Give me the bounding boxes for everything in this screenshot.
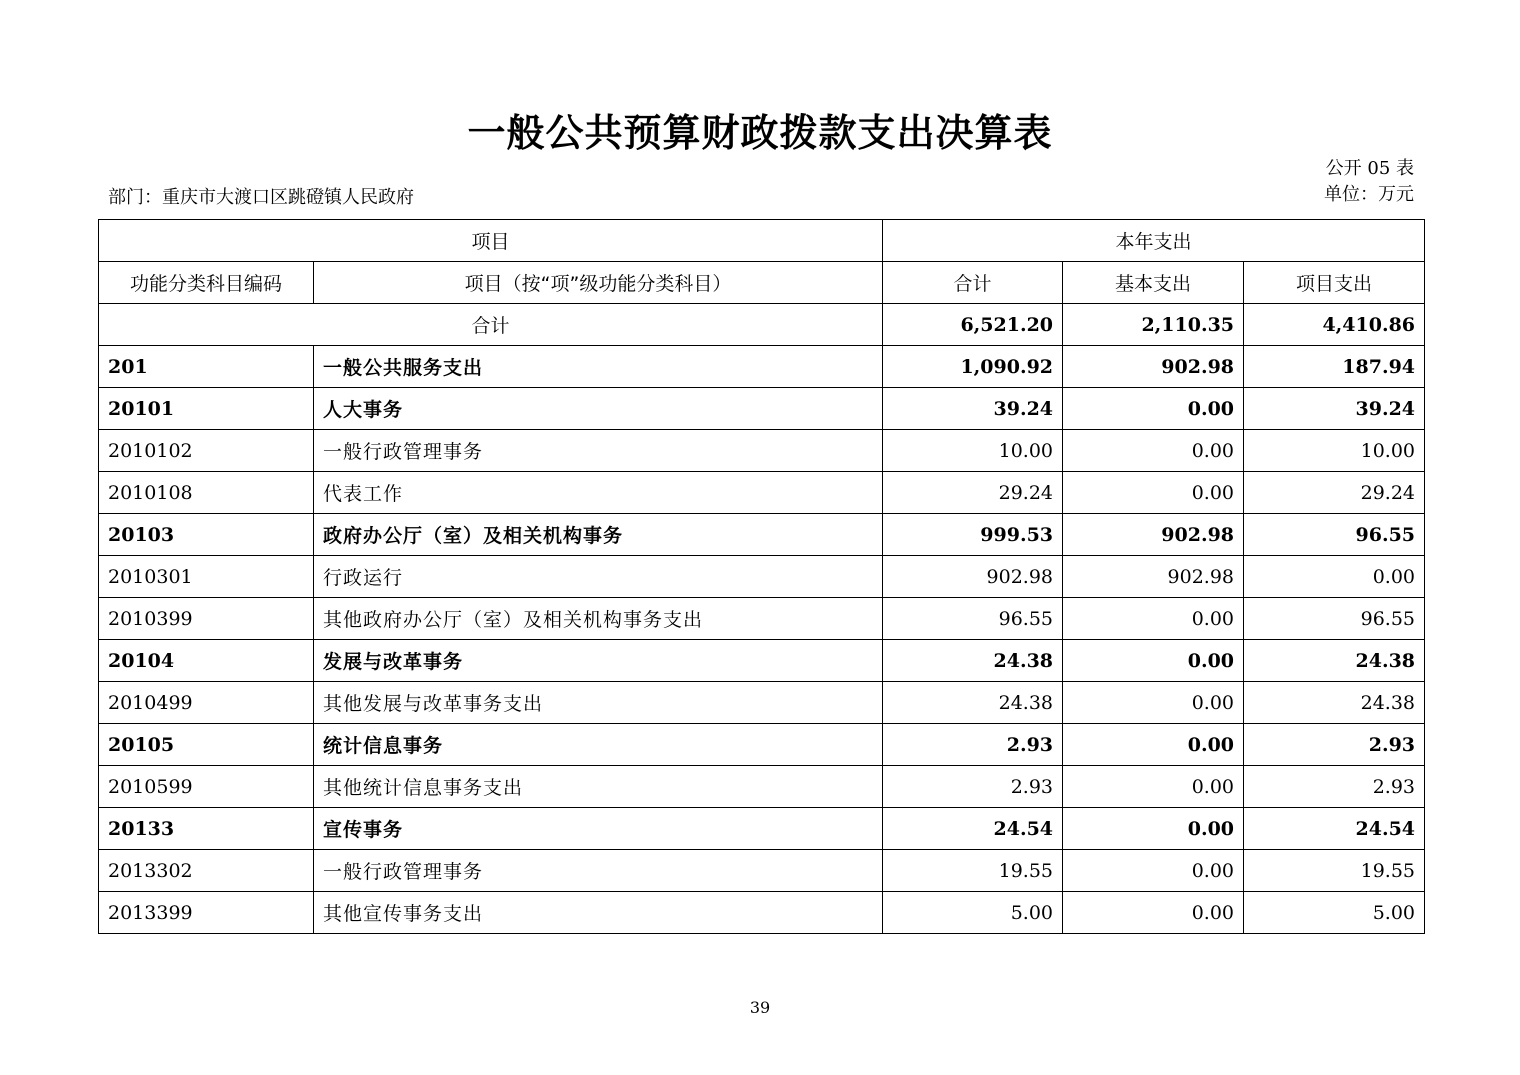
row-basic: 0.00 bbox=[1063, 598, 1244, 640]
table-row bbox=[99, 388, 1425, 430]
row-total: 902.98 bbox=[883, 556, 1063, 598]
row-code: 20101 bbox=[99, 388, 314, 430]
total-row bbox=[99, 304, 1425, 346]
row-basic: 0.00 bbox=[1063, 388, 1244, 430]
header-project: 项目支出 bbox=[1244, 262, 1425, 304]
form-number: 公开 05 表 bbox=[1325, 158, 1414, 179]
row-name: 宣传事务 bbox=[314, 808, 883, 850]
row-name: 其他发展与改革事务支出 bbox=[314, 682, 883, 724]
row-name: 政府办公厅（室）及相关机构事务 bbox=[314, 514, 883, 556]
header-row-columns bbox=[99, 262, 1425, 304]
row-project: 24.54 bbox=[1244, 808, 1425, 850]
row-name: 发展与改革事务 bbox=[314, 640, 883, 682]
row-basic: 0.00 bbox=[1063, 472, 1244, 514]
row-project: 5.00 bbox=[1244, 892, 1425, 934]
row-basic: 0.00 bbox=[1063, 892, 1244, 934]
row-name: 其他统计信息事务支出 bbox=[314, 766, 883, 808]
row-total: 24.38 bbox=[883, 640, 1063, 682]
row-basic: 0.00 bbox=[1063, 808, 1244, 850]
table-row bbox=[99, 472, 1425, 514]
row-name: 一般公共服务支出 bbox=[314, 346, 883, 388]
row-project: 0.00 bbox=[1244, 556, 1425, 598]
row-basic: 902.98 bbox=[1063, 346, 1244, 388]
header-code: 功能分类科目编码 bbox=[99, 262, 314, 304]
row-name: 代表工作 bbox=[314, 472, 883, 514]
row-code: 2010399 bbox=[99, 598, 314, 640]
row-total: 1,090.92 bbox=[883, 346, 1063, 388]
row-basic: 902.98 bbox=[1063, 514, 1244, 556]
header-item-name: 项目（按“项”级功能分类科目） bbox=[314, 262, 883, 304]
row-basic: 0.00 bbox=[1063, 640, 1244, 682]
row-basic: 0.00 bbox=[1063, 850, 1244, 892]
row-basic: 0.00 bbox=[1063, 724, 1244, 766]
row-name: 人大事务 bbox=[314, 388, 883, 430]
table-row bbox=[99, 766, 1425, 808]
row-code: 20103 bbox=[99, 514, 314, 556]
row-code: 2010301 bbox=[99, 556, 314, 598]
row-project: 29.24 bbox=[1244, 472, 1425, 514]
row-code: 201 bbox=[99, 346, 314, 388]
row-project: 2.93 bbox=[1244, 724, 1425, 766]
header-total: 合计 bbox=[883, 262, 1063, 304]
row-code: 2013399 bbox=[99, 892, 314, 934]
row-total: 19.55 bbox=[883, 850, 1063, 892]
row-code: 2010499 bbox=[99, 682, 314, 724]
row-code: 20105 bbox=[99, 724, 314, 766]
row-basic: 0.00 bbox=[1063, 682, 1244, 724]
row-project: 39.24 bbox=[1244, 388, 1425, 430]
row-name: 一般行政管理事务 bbox=[314, 430, 883, 472]
row-total: 96.55 bbox=[883, 598, 1063, 640]
row-project: 19.55 bbox=[1244, 850, 1425, 892]
page-title: 一般公共预算财政拨款支出决算表 bbox=[467, 111, 1053, 155]
table-row bbox=[99, 892, 1425, 934]
table-row bbox=[99, 724, 1425, 766]
row-project: 24.38 bbox=[1244, 640, 1425, 682]
total-basic: 2,110.35 bbox=[1063, 304, 1244, 346]
row-project: 2.93 bbox=[1244, 766, 1425, 808]
row-total: 2.93 bbox=[883, 766, 1063, 808]
header-row-group bbox=[99, 220, 1425, 262]
row-total: 24.54 bbox=[883, 808, 1063, 850]
row-project: 10.00 bbox=[1244, 430, 1425, 472]
table-row bbox=[99, 514, 1425, 556]
row-total: 24.38 bbox=[883, 682, 1063, 724]
table-row bbox=[99, 346, 1425, 388]
row-total: 29.24 bbox=[883, 472, 1063, 514]
row-basic: 0.00 bbox=[1063, 430, 1244, 472]
row-name: 一般行政管理事务 bbox=[314, 850, 883, 892]
table-row bbox=[99, 640, 1425, 682]
row-project: 96.55 bbox=[1244, 514, 1425, 556]
row-name: 行政运行 bbox=[314, 556, 883, 598]
row-total: 10.00 bbox=[883, 430, 1063, 472]
department-label: 部门：重庆市大渡口区跳磴镇人民政府 bbox=[108, 187, 414, 208]
table-row bbox=[99, 808, 1425, 850]
row-basic: 0.00 bbox=[1063, 766, 1244, 808]
row-code: 20133 bbox=[99, 808, 314, 850]
total-label: 合计 bbox=[99, 304, 883, 346]
row-total: 39.24 bbox=[883, 388, 1063, 430]
row-basic: 902.98 bbox=[1063, 556, 1244, 598]
row-name: 其他宣传事务支出 bbox=[314, 892, 883, 934]
header-expense-group: 本年支出 bbox=[883, 220, 1425, 262]
row-code: 2013302 bbox=[99, 850, 314, 892]
total-project: 4,410.86 bbox=[1244, 304, 1425, 346]
row-total: 999.53 bbox=[883, 514, 1063, 556]
row-project: 96.55 bbox=[1244, 598, 1425, 640]
row-code: 2010102 bbox=[99, 430, 314, 472]
table-row bbox=[99, 556, 1425, 598]
row-name: 其他政府办公厅（室）及相关机构事务支出 bbox=[314, 598, 883, 640]
row-project: 187.94 bbox=[1244, 346, 1425, 388]
table-row bbox=[99, 430, 1425, 472]
header-basic: 基本支出 bbox=[1063, 262, 1244, 304]
row-total: 5.00 bbox=[883, 892, 1063, 934]
total-amount: 6,521.20 bbox=[883, 304, 1063, 346]
table-row bbox=[99, 598, 1425, 640]
unit-label: 单位：万元 bbox=[1324, 184, 1414, 205]
row-name: 统计信息事务 bbox=[314, 724, 883, 766]
row-project: 24.38 bbox=[1244, 682, 1425, 724]
page-number: 39 bbox=[749, 998, 771, 1017]
header-item-group: 项目 bbox=[99, 220, 883, 262]
row-code: 2010599 bbox=[99, 766, 314, 808]
table-row bbox=[99, 850, 1425, 892]
row-code: 20104 bbox=[99, 640, 314, 682]
budget-table bbox=[98, 219, 1425, 934]
row-code: 2010108 bbox=[99, 472, 314, 514]
row-total: 2.93 bbox=[883, 724, 1063, 766]
table-row bbox=[99, 682, 1425, 724]
